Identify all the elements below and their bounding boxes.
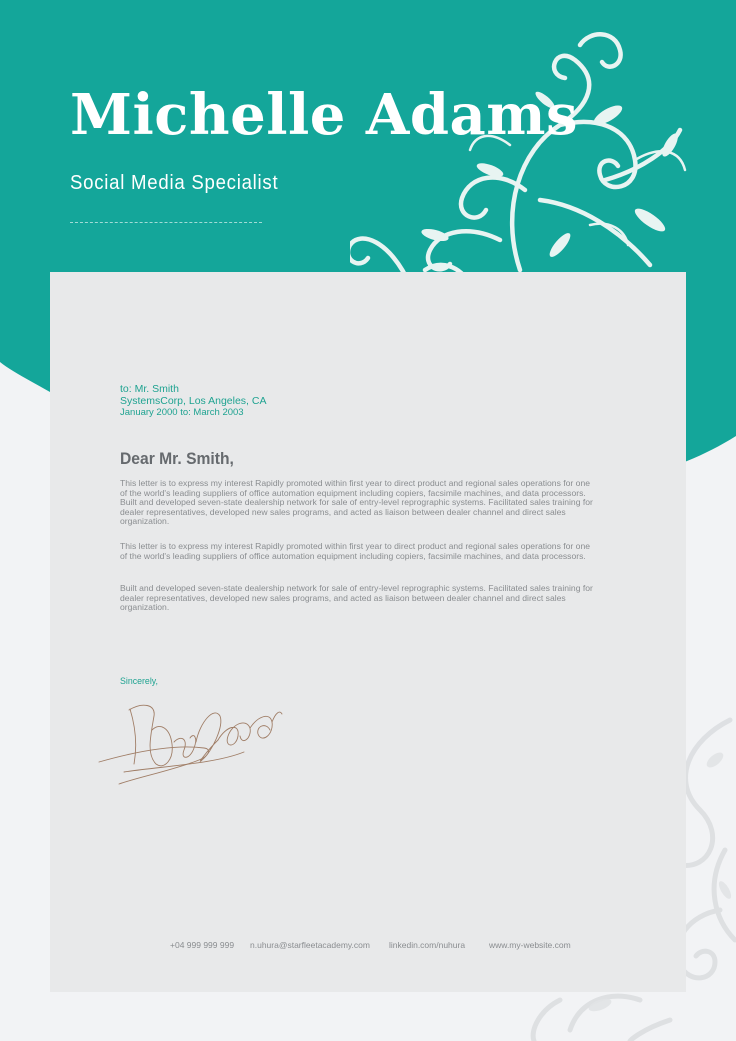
- letter-paragraph: This letter is to express my interest Rapidly promoted within first year to direct product and regional sales operations for one of the world's leading suppliers of office automation equipment including copiers, facsimile machines, and data processors. Built and developed seven-state dealership network for sale of entry-level reprographic systems. Facilitated sales training for dealer representatives, developed new sales programs, and acted as liaison between dealer channel and direct sales organization.: [120, 478, 593, 527]
- letter-card: [50, 272, 686, 992]
- applicant-name: Michelle Adams: [70, 82, 579, 148]
- recipient-company: SystemsCorp, Los Angeles, CA: [120, 395, 267, 407]
- floral-swirl-icon: [350, 20, 736, 285]
- letter-paragraph: This letter is to express my interest Rapidly promoted within first year to direct product and regional sales operations for one of the world's leading suppliers of office automation equipment including copiers, facsimile machines, and data processors.: [120, 541, 591, 561]
- signature-image: [94, 682, 284, 792]
- contact-website[interactable]: www.my-website.com: [489, 940, 571, 950]
- recipient-dates: January 2000 to: March 2003: [120, 407, 244, 418]
- contact-email[interactable]: n.uhura@starfleetacademy.com: [250, 940, 370, 950]
- closing: Sincerely,: [120, 676, 158, 686]
- contact-phone: +04 999 999 999: [170, 940, 235, 950]
- letter-paragraph: Built and developed seven-state dealership network for sale of entry-level reprographic systems. Facilitated sales training for dealer representatives, developed new sales programs, and acted as liaison between dealer channel and direct sales organization.: [120, 583, 593, 613]
- salutation: Dear Mr. Smith,: [120, 449, 234, 468]
- contact-linkedin[interactable]: linkedin.com/nuhura: [389, 940, 466, 950]
- job-title: Social Media Specialist: [70, 172, 279, 194]
- header-divider: [70, 222, 262, 223]
- recipient-name: to: Mr. Smith: [120, 383, 179, 395]
